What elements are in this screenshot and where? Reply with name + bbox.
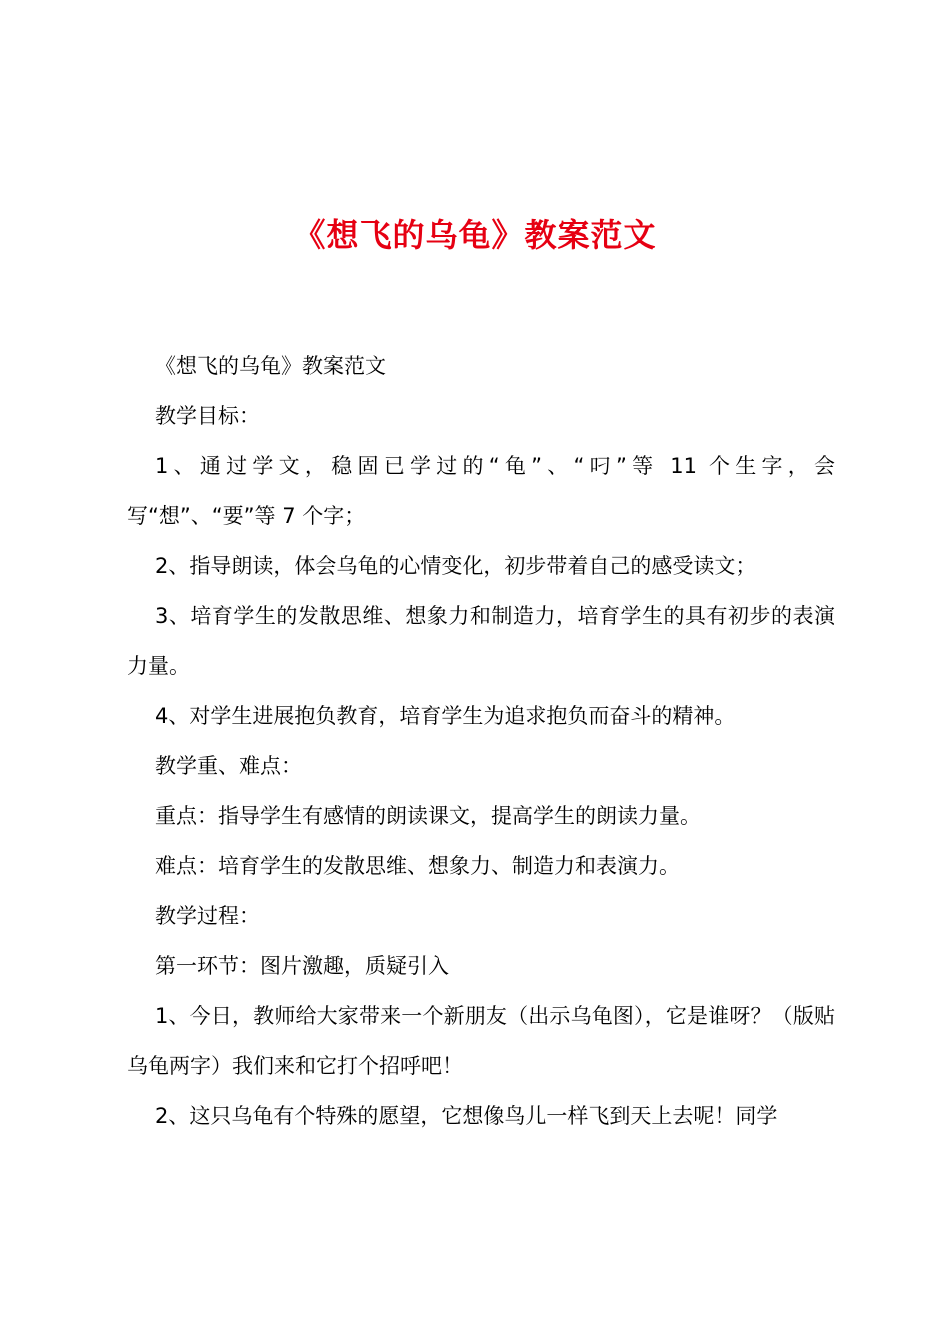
paragraph-objective-1: 1、通过学文，稳固已学过的“龟”、“叼”等 11 个生字，会写“想”、“要”等 7 个字； (127, 454, 835, 528)
paragraph-key-point: 重点：指导学生有感情的朗读课文，提高学生的朗读力量。 (155, 804, 701, 828)
paragraph-subtitle: 《想飞的乌龟》教案范文 (155, 354, 386, 378)
paragraph-key-points-heading: 教学重、难点： (155, 754, 302, 778)
document-title: 《想飞的乌龟》教案范文 (293, 216, 657, 254)
paragraph-objectives-heading: 教学目标： (155, 404, 260, 428)
paragraph-process-heading: 教学过程： (155, 904, 260, 928)
paragraph-objective-4: 4、对学生进展抱负教育，培育学生为追求抱负而奋斗的精神。 (155, 704, 736, 728)
paragraph-objective-3: 3、培育学生的发散思维、想象力和制造力，培育学生的具有初步的表演力量。 (127, 604, 835, 678)
paragraph-section-1: 第一环节：图片激趣，质疑引入 (155, 954, 449, 978)
paragraph-step-1: 1、今日，教师给大家带来一个新朋友（出示乌龟图），它是谁呀？（版贴乌龟两字）我们来和它打个招呼吧！ (127, 1004, 835, 1078)
paragraph-objective-2: 2、指导朗读，体会乌龟的心情变化，初步带着自己的感受读文； (155, 554, 757, 578)
paragraph-step-2: 2、这只乌龟有个特殊的愿望，它想像鸟儿一样飞到天上去呢！同学 (155, 1104, 778, 1128)
document-body (127, 341, 835, 1141)
paragraph-difficulty: 难点：培育学生的发散思维、想象力、制造力和表演力。 (155, 854, 680, 878)
